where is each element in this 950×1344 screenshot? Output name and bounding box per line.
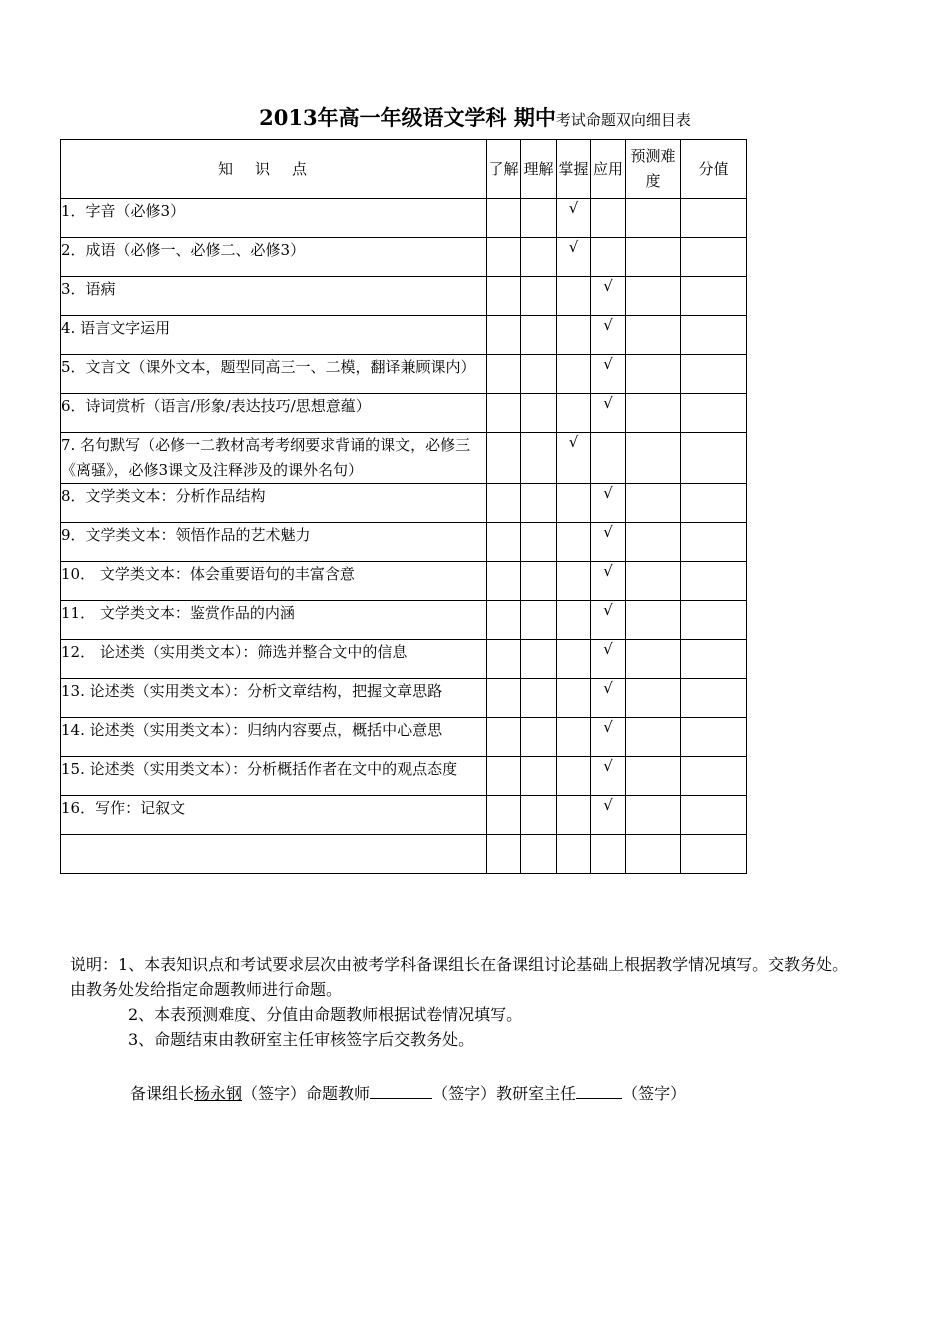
check-mark-icon: √ <box>603 718 613 736</box>
cell-master <box>557 796 591 835</box>
cell-understand-basic <box>487 199 521 238</box>
check-mark-icon: √ <box>568 238 579 256</box>
cell-score <box>681 355 747 394</box>
check-mark-icon: √ <box>603 316 613 334</box>
cell-difficulty <box>626 835 681 874</box>
cell-master <box>557 199 591 238</box>
cell-master <box>557 718 591 757</box>
cell-understand-basic <box>487 757 521 796</box>
cell-apply <box>591 394 626 433</box>
cell-understand-basic <box>487 562 521 601</box>
cell-score <box>681 238 747 277</box>
cell-comprehend <box>521 718 557 757</box>
cell-apply <box>591 277 626 316</box>
cell-comprehend <box>521 757 557 796</box>
check-mark-icon: √ <box>603 394 613 412</box>
table-row <box>61 433 747 484</box>
knowledge-point-cell: 9．文学类文本：领悟作品的艺术魅力 <box>61 523 487 562</box>
knowledge-point-cell: 2．成语（必修一、必修二、必修3） <box>61 238 487 277</box>
cell-comprehend <box>521 484 557 523</box>
cell-difficulty <box>626 355 681 394</box>
cell-understand-basic <box>487 238 521 277</box>
cell-score <box>681 316 747 355</box>
cell-apply <box>591 199 626 238</box>
cell-difficulty <box>626 679 681 718</box>
cell-difficulty <box>626 757 681 796</box>
cell-apply <box>591 718 626 757</box>
cell-understand-basic <box>487 796 521 835</box>
table-row <box>61 562 747 601</box>
cell-understand-basic <box>487 601 521 640</box>
knowledge-point-cell: 11． 文学类文本：鉴赏作品的内涵 <box>61 601 487 640</box>
title-bold: 2013年高一年级语文学科 期中 <box>259 105 556 130</box>
cell-understand-basic <box>487 484 521 523</box>
knowledge-point-cell: 3．语病 <box>61 277 487 316</box>
header-understand-basic: 了解 <box>487 140 521 199</box>
check-mark-icon: √ <box>603 601 613 619</box>
cell-master <box>557 394 591 433</box>
cell-difficulty <box>626 484 681 523</box>
knowledge-point-cell: 12． 论述类（实用类文本）：筛选并整合文中的信息 <box>61 640 487 679</box>
cell-difficulty <box>626 316 681 355</box>
cell-apply <box>591 796 626 835</box>
check-mark-icon: √ <box>568 433 579 451</box>
cell-apply <box>591 355 626 394</box>
cell-apply <box>591 484 626 523</box>
cell-score <box>681 796 747 835</box>
check-mark-icon: √ <box>603 796 613 814</box>
cell-comprehend <box>521 796 557 835</box>
cell-master <box>557 523 591 562</box>
knowledge-point-cell: 6．诗词赏析（语言/形象/表达技巧/思想意蕴） <box>61 394 487 433</box>
table-row <box>61 277 747 316</box>
table-row <box>61 523 747 562</box>
check-mark-icon: √ <box>603 640 613 658</box>
cell-score <box>681 640 747 679</box>
notes-section <box>70 952 850 1052</box>
cell-master <box>557 355 591 394</box>
cell-understand-basic <box>487 523 521 562</box>
table-row <box>61 484 747 523</box>
cell-score <box>681 277 747 316</box>
cell-apply <box>591 238 626 277</box>
cell-difficulty <box>626 394 681 433</box>
cell-understand-basic <box>487 835 521 874</box>
table-row <box>61 199 747 238</box>
cell-master <box>557 484 591 523</box>
check-mark-icon: √ <box>603 757 613 775</box>
cell-score <box>681 433 747 484</box>
cell-understand-basic <box>487 640 521 679</box>
check-mark-icon: √ <box>603 355 613 373</box>
cell-difficulty <box>626 640 681 679</box>
cell-comprehend <box>521 199 557 238</box>
table-row <box>61 238 747 277</box>
check-mark-icon: √ <box>603 277 613 295</box>
table-row <box>61 316 747 355</box>
cell-score <box>681 718 747 757</box>
signature-line <box>130 1080 686 1106</box>
sign-note-2: （签字） <box>432 1084 497 1103</box>
cell-comprehend <box>521 316 557 355</box>
cell-master <box>557 562 591 601</box>
cell-understand-basic <box>487 277 521 316</box>
knowledge-point-cell: 8．文学类文本：分析作品结构 <box>61 484 487 523</box>
cell-score <box>681 562 747 601</box>
cell-master <box>557 238 591 277</box>
cell-score <box>681 523 747 562</box>
cell-master <box>557 640 591 679</box>
director-label: 教研室主任 <box>496 1084 577 1103</box>
cell-understand-basic <box>487 679 521 718</box>
cell-apply <box>591 562 626 601</box>
knowledge-point-cell: 5．文言文（课外文本，题型同高三一、二模，翻译兼顾课内） <box>61 355 487 394</box>
cell-master <box>557 316 591 355</box>
title-rest: 考试命题双向细目表 <box>555 111 691 129</box>
cell-difficulty <box>626 718 681 757</box>
knowledge-point-cell: 4. 语言文字运用 <box>61 316 487 355</box>
document-title <box>0 102 950 132</box>
specification-table <box>60 139 747 874</box>
cell-score <box>681 679 747 718</box>
header-apply: 应用 <box>591 140 626 199</box>
cell-apply <box>591 835 626 874</box>
table-row <box>61 718 747 757</box>
cell-comprehend <box>521 601 557 640</box>
cell-comprehend <box>521 238 557 277</box>
header-comprehend: 理解 <box>521 140 557 199</box>
cell-comprehend <box>521 523 557 562</box>
check-mark-icon: √ <box>603 484 613 502</box>
cell-difficulty <box>626 433 681 484</box>
cell-understand-basic <box>487 394 521 433</box>
header-score: 分值 <box>681 140 747 199</box>
header-master: 掌握 <box>557 140 591 199</box>
cell-apply <box>591 316 626 355</box>
cell-master <box>557 757 591 796</box>
cell-understand-basic <box>487 355 521 394</box>
cell-master <box>557 277 591 316</box>
group-leader-label: 备课组长 <box>130 1084 195 1103</box>
cell-apply <box>591 523 626 562</box>
header-knowledge-point: 知识点 <box>61 140 487 199</box>
cell-score <box>681 484 747 523</box>
knowledge-point-cell: 1．字音（必修3） <box>61 199 487 238</box>
cell-apply <box>591 640 626 679</box>
cell-apply <box>591 601 626 640</box>
cell-difficulty <box>626 796 681 835</box>
note-line-1: 说明：1、本表知识点和考试要求层次由被考学科备课组长在备课组讨论基础上根据教学情况填写。交教务处。由教务处发给指定命题教师进行命题。 <box>70 955 849 999</box>
cell-apply <box>591 679 626 718</box>
cell-understand-basic <box>487 433 521 484</box>
teacher-label: 命题教师 <box>306 1084 371 1103</box>
cell-difficulty <box>626 601 681 640</box>
table-row <box>61 394 747 433</box>
group-leader-name: 杨永钢 <box>194 1084 243 1103</box>
cell-score <box>681 601 747 640</box>
knowledge-point-cell: 14. 论述类（实用类文本）：归纳内容要点，概括中心意思 <box>61 718 487 757</box>
cell-difficulty <box>626 277 681 316</box>
header-difficulty: 预测难度 <box>626 140 681 199</box>
cell-understand-basic <box>487 316 521 355</box>
check-mark-icon: √ <box>603 562 613 580</box>
cell-comprehend <box>521 562 557 601</box>
cell-comprehend <box>521 640 557 679</box>
table-header-row <box>61 140 747 199</box>
cell-comprehend <box>521 433 557 484</box>
cell-difficulty <box>626 199 681 238</box>
table-row <box>61 679 747 718</box>
check-mark-icon: √ <box>603 679 613 697</box>
cell-comprehend <box>521 277 557 316</box>
cell-comprehend <box>521 835 557 874</box>
cell-comprehend <box>521 679 557 718</box>
cell-difficulty <box>626 562 681 601</box>
knowledge-point-cell <box>61 835 487 874</box>
sign-note-3: （签字） <box>622 1084 687 1103</box>
knowledge-point-cell: 16．写作：记叙文 <box>61 796 487 835</box>
knowledge-point-cell: 15. 论述类（实用类文本）：分析概括作者在文中的观点态度 <box>61 757 487 796</box>
cell-master <box>557 835 591 874</box>
director-signature-blank[interactable] <box>576 1080 622 1099</box>
note-line-2: 2、本表预测难度、分值由命题教师根据试卷情况填写。 <box>128 1005 523 1024</box>
table-row <box>61 796 747 835</box>
cell-understand-basic <box>487 718 521 757</box>
check-mark-icon: √ <box>603 523 613 541</box>
cell-score <box>681 199 747 238</box>
cell-comprehend <box>521 355 557 394</box>
table-row <box>61 601 747 640</box>
table-row <box>61 835 747 874</box>
knowledge-point-cell: 10． 文学类文本：体会重要语句的丰富含意 <box>61 562 487 601</box>
cell-master <box>557 433 591 484</box>
table-row <box>61 757 747 796</box>
cell-difficulty <box>626 238 681 277</box>
cell-difficulty <box>626 523 681 562</box>
table-row <box>61 355 747 394</box>
check-mark-icon: √ <box>568 199 579 217</box>
teacher-signature-blank[interactable] <box>370 1080 432 1099</box>
knowledge-point-cell: 13. 论述类（实用类文本）：分析文章结构，把握文章思路 <box>61 679 487 718</box>
table-row <box>61 640 747 679</box>
sign-note-1: （签字） <box>242 1084 307 1103</box>
cell-score <box>681 835 747 874</box>
cell-comprehend <box>521 394 557 433</box>
knowledge-point-cell: 7. 名句默写（必修一二教材高考考纲要求背诵的课文，必修三《离骚》，必修3课文及注释涉及的课外名句） <box>61 433 487 484</box>
cell-apply <box>591 433 626 484</box>
cell-apply <box>591 757 626 796</box>
cell-score <box>681 394 747 433</box>
cell-score <box>681 757 747 796</box>
cell-master <box>557 601 591 640</box>
note-line-3: 3、命题结束由教研室主任审核签字后交教务处。 <box>128 1030 475 1049</box>
cell-master <box>557 679 591 718</box>
